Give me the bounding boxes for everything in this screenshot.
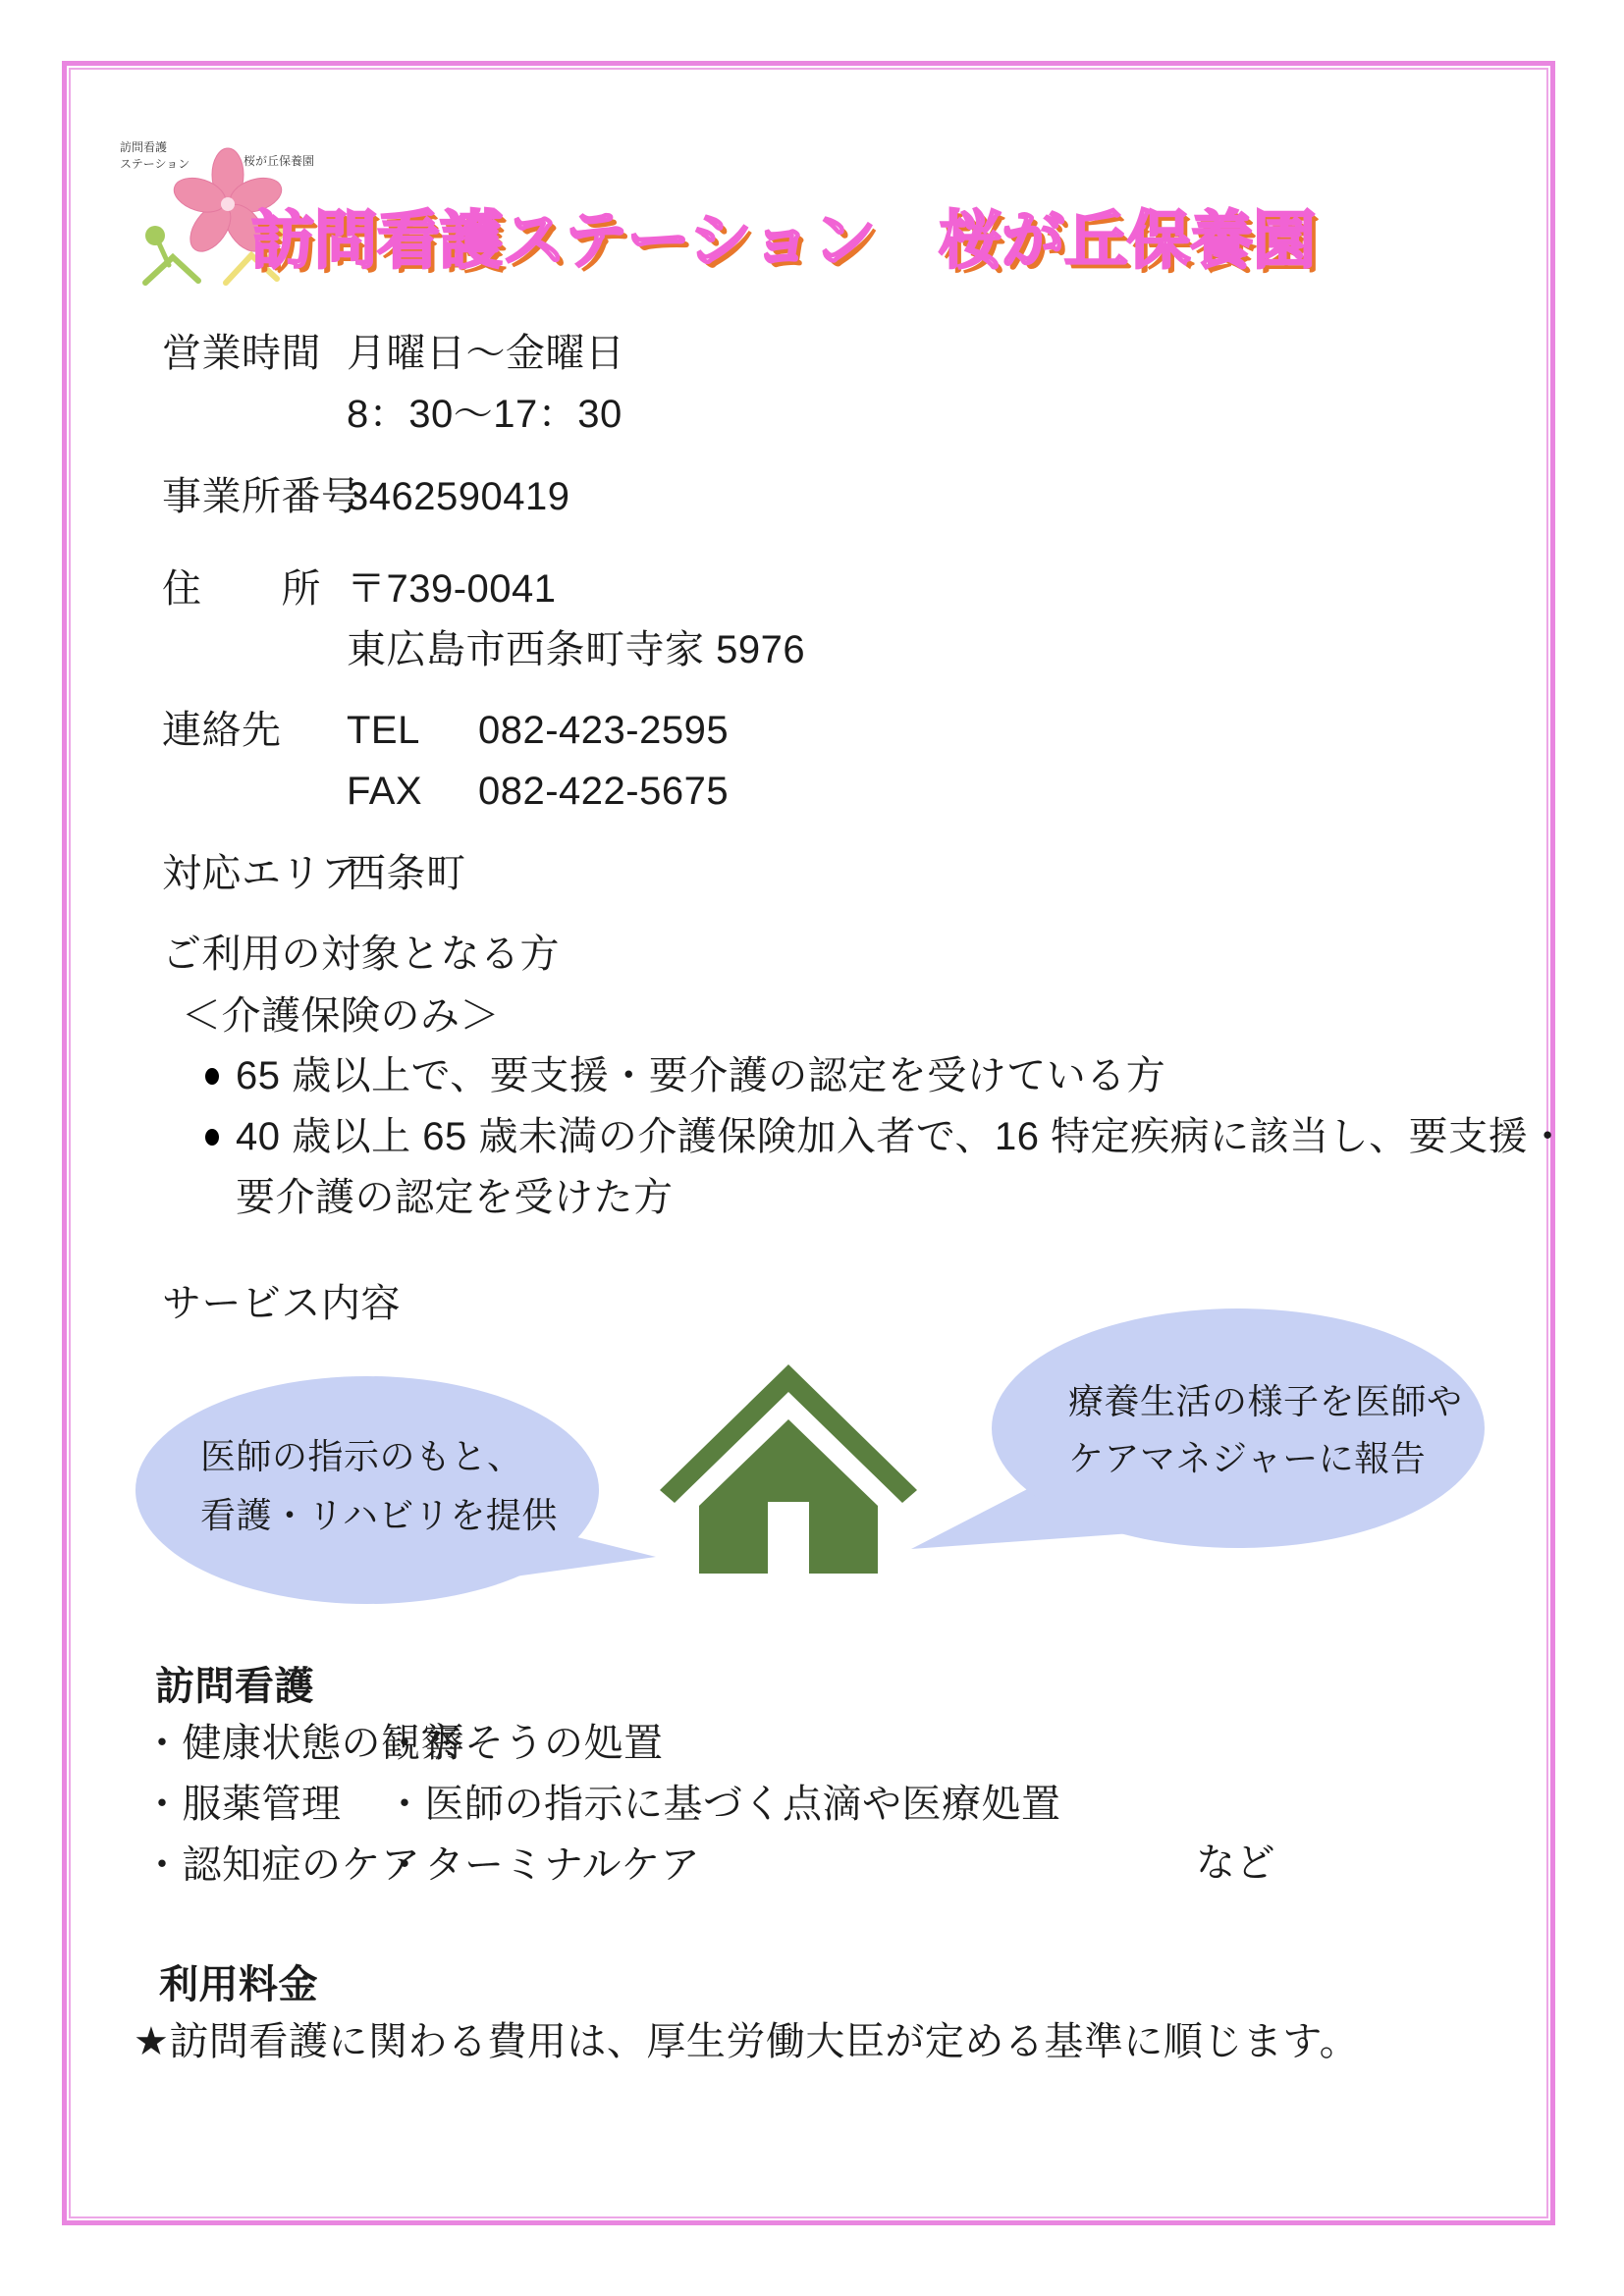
area-label: 対応エリア	[162, 852, 361, 895]
logo-text-right: 桜が丘保養園	[244, 154, 315, 168]
address-label: 住 所	[162, 567, 321, 611]
service-item: ・健康状態の観察	[142, 1722, 460, 1765]
eligibility-bullet-2-line2: 要介護の認定を受けた方	[236, 1176, 674, 1219]
fax-number: 082-422-5675	[478, 770, 730, 813]
bullet-dot	[205, 1068, 219, 1085]
bubble-left-text-line1: 医師の指示のもと、	[200, 1436, 523, 1476]
service-item: ・医師の指示に基づく点滴や医療処置	[385, 1783, 1061, 1826]
logo-text-line2: ステーション	[120, 157, 190, 171]
bubble-right-text-line1: 療養生活の様子を医師や	[1068, 1381, 1463, 1421]
fax-label: FAX	[347, 770, 423, 813]
eligibility-heading: ご利用の対象となる方	[162, 933, 560, 976]
contact-label: 連絡先	[162, 709, 282, 752]
service-item: ・認知症のケア	[142, 1843, 421, 1887]
bullet-dot	[205, 1129, 219, 1146]
logo-text-line1: 訪問看護	[120, 140, 168, 154]
office-number-label: 事業所番号	[162, 475, 361, 518]
nursing-heading: 訪問看護	[155, 1665, 314, 1708]
eligibility-subheading: ＜介護保険のみ＞	[182, 994, 500, 1038]
fees-heading: 利用料金	[159, 1963, 318, 2006]
hours-value-time: 8：30～17：30	[347, 393, 623, 436]
eligibility-bullet-1: 65 歳以上で、要支援・要介護の認定を受けている方	[236, 1054, 1166, 1097]
speech-bubble-right	[895, 1304, 1499, 1561]
service-item: ・服薬管理	[142, 1783, 342, 1826]
house-icon	[660, 1362, 920, 1576]
postal-code: 〒739-0041	[347, 567, 557, 611]
bubble-right-text-line2: ケアマネジャーに報告	[1068, 1438, 1427, 1478]
hours-label: 営業時間	[162, 332, 321, 375]
tel-label: TEL	[347, 709, 420, 752]
service-etc-label: など	[1196, 1842, 1275, 1885]
service-item: ・褥そうの処置	[385, 1722, 664, 1765]
tel-number: 082-423-2595	[478, 709, 730, 752]
fees-note: ★訪問看護に関わる費用は、厚生労働大臣が定める基準に順じます。	[134, 2020, 1360, 2063]
office-number-value: 3462590419	[347, 475, 570, 518]
area-value: 西条町	[347, 852, 466, 895]
service-item: ・ターミナルケア	[385, 1843, 701, 1887]
hours-value-days: 月曜日～金曜日	[347, 332, 625, 375]
eligibility-bullet-2-line1: 40 歳以上 65 歳未満の介護保険加入者で、16 特定疾病に該当し、要支援・	[236, 1115, 1568, 1158]
bubble-left-text-line2: 看護・リハビリを提供	[200, 1495, 558, 1535]
address-value: 東広島市西条町寺家 5976	[347, 628, 806, 671]
services-heading: サービス内容	[162, 1282, 401, 1325]
page-title: 訪問看護ステーション 桜が丘保養園	[251, 205, 1317, 276]
